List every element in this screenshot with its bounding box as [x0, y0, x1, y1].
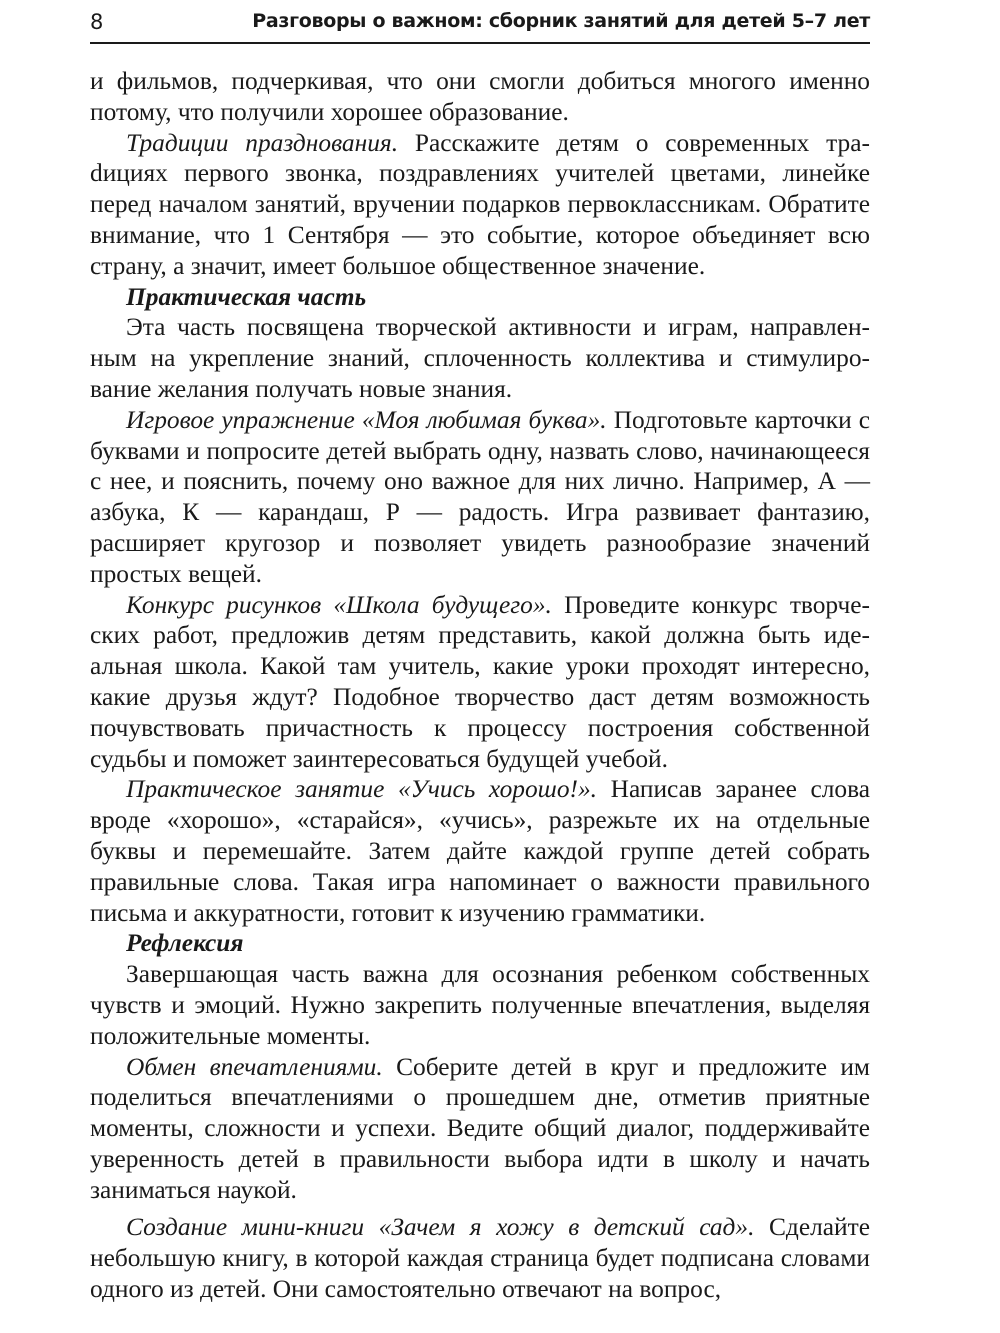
paragraph-lead: Практическое занятие «Учись хорошо!». [126, 775, 598, 804]
page-number: 8 [90, 10, 104, 34]
paragraph-text: Соберите детей в круг и предложите им поделиться впечатлениями о прошедшем дне, отметив приятные моменты, сложности и успехи. Ведите общий диалог, поддерживайте уверенность детей в правильности выбора идти в школу и начать заниматься наукой. [90, 1052, 870, 1204]
paragraph-text: Написав заранее слова вроде «хорошо», «старайся», «учись», разрежьте их на отдельные буквы и перемешайте. Затем дайте каждой группе детей собрать правильные слова. Такая игра напоминает о важности правильного письма и аккуратности, готовит к изучению грамматики. [90, 775, 870, 927]
paragraph-practical-lesson [90, 774, 870, 928]
paragraph-text: Подготовьте карточки с буквами и попросите детей выбрать одну, назвать слово, начинающееся с нее, и пояснить, почему оно важное для них лично. Например, А — азбука, К — карандаш, Р — радость. Игра развивает фантазию, расширяет кругозор и позволяет увидеть разнообразие значений простых вещей. [90, 405, 871, 588]
paragraph-text: Проведите конкурс творческих работ, предложив детям представить, какой должна быть идеальная школа. Какой там учитель, какие уроки проходят интересно, какие друзья ждут? Подобное творчество даст детям возможность почувствовать причастность к процессу построения собственной судьбы и поможет заинтересоваться будущей учебой. [90, 590, 870, 773]
paragraph-impressions [90, 1052, 870, 1206]
paragraph-practical-intro [90, 312, 870, 404]
page-body [90, 66, 870, 1305]
paragraph-letter-game [90, 405, 870, 590]
paragraph-lead: Обмен впечатлениями. [126, 1052, 383, 1081]
paragraph-traditions [90, 128, 870, 282]
paragraph-drawing-contest [90, 590, 870, 775]
paragraph-lead: Игровое упражнение «Моя любимая буква». [126, 405, 607, 434]
paragraph-text: Сделайте небольшую книгу, в которой каждая страница будет подписана словами одного из детей. Они самостоятельно отвечают на вопрос, [90, 1213, 871, 1304]
paragraph-lead: Создание мини-книги «Зачем я хожу в детский сад». [126, 1213, 755, 1242]
paragraph-continued: и фильмов, подчеркивая, что они смогли добиться многого именно потому, что получили хорошее образование. [90, 67, 870, 126]
running-title: Разговоры о важном: сборник занятий для детей 5–7 лет [252, 10, 870, 32]
paragraph-text: Завершающая часть важна для осознания ребенком собственных чувств и эмоций. Нужно закрепить полученные впечатления, выделяя положительные моменты. [90, 960, 870, 1050]
section-heading-reflection: Рефлексия [126, 929, 244, 958]
page-header [90, 6, 870, 44]
paragraph-mini-book [90, 1212, 870, 1304]
paragraph-text: Эта часть посвящена творческой активности и играм, направленным на укрепление знаний, сплоченность коллектива и стимулирование желания получать новые знания. [90, 313, 870, 403]
paragraph-reflection-intro [90, 959, 870, 1051]
paragraph-lead: Традиции празднования. [126, 128, 399, 157]
paragraph-text: Расскажите детям о современных траdициях первого звонка, поздравлениях учителей цветами, линейке перед началом занятий, вручении подарков первоклассникам. Обратите внимание, что 1 Сентября — это событие, которое объединяет всю страну, а значит, имеет большое общественное значение. [90, 128, 870, 280]
paragraph-lead: Конкурс рисунков «Школа будущего». [126, 590, 552, 619]
section-heading-practical: Практическая часть [126, 282, 367, 311]
